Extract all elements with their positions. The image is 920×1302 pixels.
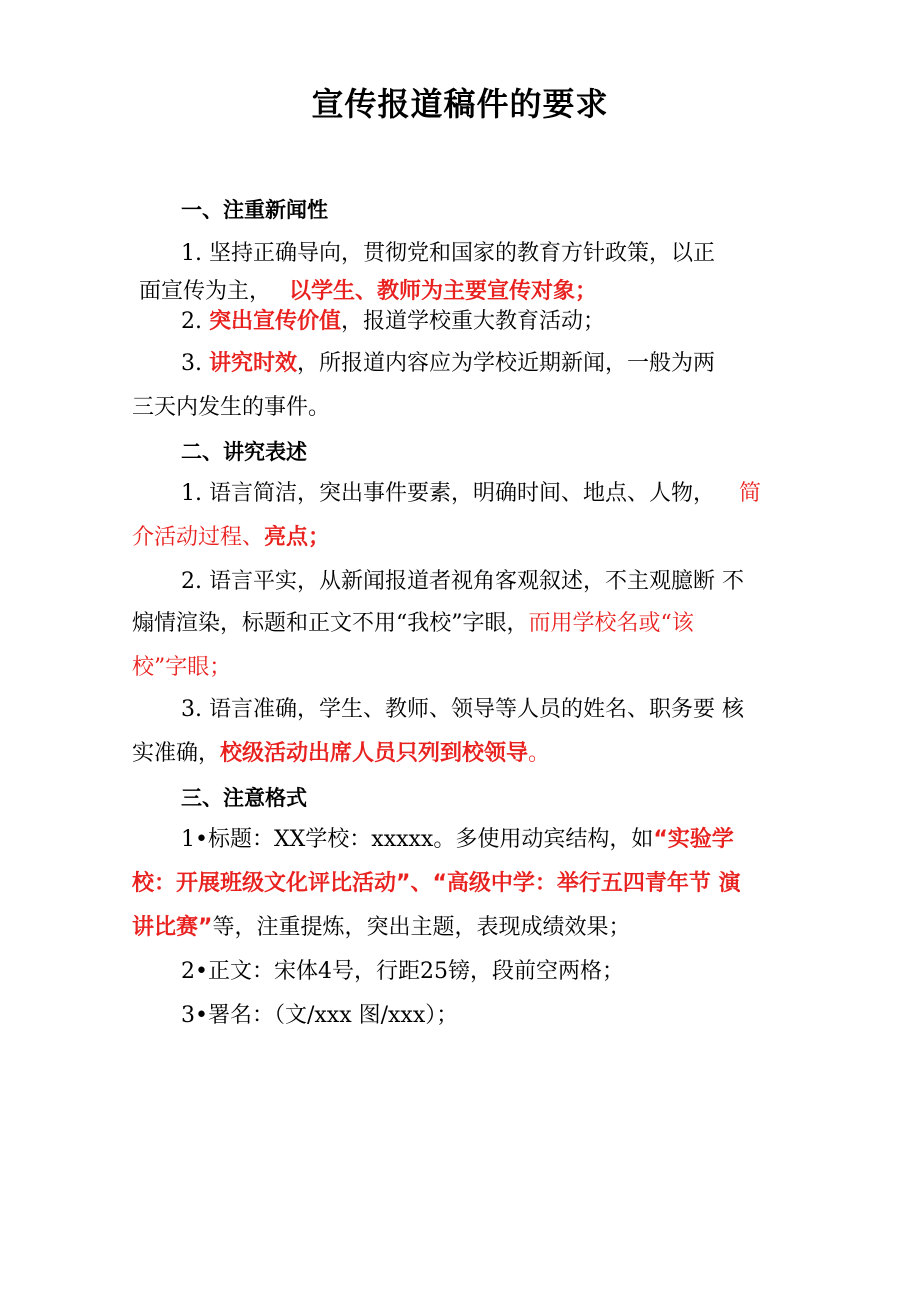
- text: 1•标题：XX学校：xxxxx。多使用动宾结构，如: [181, 827, 654, 852]
- highlight-text: 简: [739, 481, 762, 506]
- highlight-text: 以学生、教师为主要宣传对象；: [289, 279, 598, 304]
- paragraph-line: [181, 348, 715, 380]
- section-heading-2: 二、讲究表述: [181, 440, 307, 464]
- paragraph-line: [181, 238, 715, 270]
- text: 等，注重提炼，突出主题，表现成绩效果；: [212, 915, 631, 940]
- paragraph-line: [181, 566, 744, 598]
- paragraph-line: [132, 608, 694, 640]
- text: 煽情渲染，标题和正文不用“我校”字眼，: [132, 611, 529, 636]
- highlight-text: 校”字眼；: [132, 655, 232, 680]
- highlight-text: 校：开展班级文化评比活动”、“高级中学：举行五四青年节 演: [132, 871, 741, 896]
- highlight-text: 。: [528, 741, 551, 766]
- paragraph-line: [181, 1000, 458, 1032]
- paragraph-line: [132, 652, 231, 684]
- paragraph-line: [132, 738, 550, 770]
- paragraph-line: [132, 868, 741, 900]
- text: 2.: [181, 309, 202, 334]
- paragraph-line: [181, 694, 744, 726]
- paragraph-line: [181, 956, 624, 988]
- section-heading-3: 三、注意格式: [181, 786, 307, 810]
- document-title: 宣传报道稿件的要求: [311, 85, 609, 123]
- highlight-text: 亮点；: [264, 525, 331, 550]
- paragraph-line: [181, 824, 734, 856]
- text: 3•署名：（文/xxx 图/xxx）；: [181, 1003, 459, 1028]
- text: 3.: [181, 351, 202, 376]
- text: 2. 语言平实，从新闻报道者视角客观叙述，不主观臆断 不: [181, 569, 744, 594]
- text: ，报道学校重大教育活动；: [341, 309, 606, 334]
- text: 2•正文：宋体4号，行距25镑，段前空两格；: [181, 959, 624, 984]
- text: 1. 语言简洁，突出事件要素，明确时间、地点、人物，: [181, 481, 715, 506]
- text: ，所报道内容应为学校近期新闻，一般为两: [297, 351, 716, 376]
- section-heading-1: 一、注重新闻性: [181, 198, 328, 222]
- text: 3. 语言准确，学生、教师、领导等人员的姓名、职务要 核: [181, 697, 744, 722]
- paragraph-line: [132, 392, 330, 424]
- text: 面宣传为主，: [139, 279, 272, 304]
- highlight-text: “实验学: [653, 827, 734, 852]
- paragraph-line: [181, 306, 605, 338]
- highlight-text: 而用学校名或“该: [528, 611, 694, 636]
- highlight-text: 讲比赛”: [132, 915, 213, 940]
- paragraph-line: [181, 478, 761, 510]
- highlight-text: 突出宣传价值: [209, 309, 342, 334]
- text: 实准确，: [132, 741, 221, 766]
- highlight-text: 介活动过程、: [132, 525, 265, 550]
- highlight-text: 校级活动出席人员只列到校领导: [220, 741, 529, 766]
- paragraph-line: [132, 522, 330, 554]
- text: 1. 坚持正确导向，贯彻党和国家的教育方针政策，以正: [181, 241, 715, 266]
- highlight-text: 讲究时效: [209, 351, 298, 376]
- paragraph-line: [139, 276, 597, 308]
- text: 三天内发生的事件。: [132, 395, 331, 420]
- paragraph-line: [132, 912, 630, 944]
